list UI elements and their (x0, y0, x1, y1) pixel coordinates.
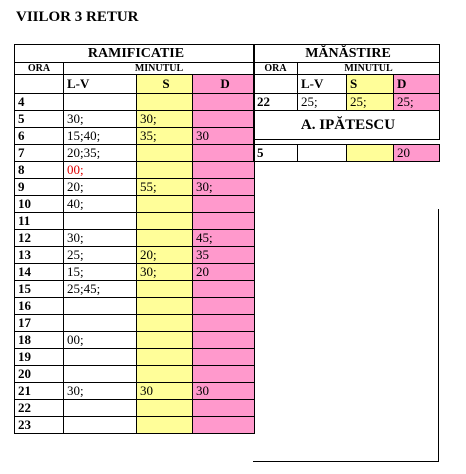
weekday-minutes (64, 400, 137, 417)
saturday-minutes (137, 94, 193, 111)
weekday-minutes: 25;45; (64, 281, 137, 298)
station-name-ipatescu: A. IPĂTESCU (254, 111, 440, 140)
timetable-row (15, 111, 255, 128)
timetable-row (15, 196, 255, 213)
sunday-minutes (193, 315, 255, 332)
hour-cell: 20 (15, 366, 64, 383)
manastire-timetable (253, 44, 440, 162)
sunday-minutes: 25; (394, 94, 440, 111)
sunday-minutes (193, 111, 255, 128)
sunday-minutes: 20 (394, 145, 440, 162)
timetable-row (15, 332, 255, 349)
hour-cell: 13 (15, 247, 64, 264)
minutul-header: MINUTUL (298, 63, 440, 75)
timetable-row (15, 298, 255, 315)
saturday-minutes (137, 349, 193, 366)
saturday-header: S (137, 75, 193, 94)
hour-cell: 15 (15, 281, 64, 298)
empty-area (253, 209, 439, 462)
hour-cell: 14 (15, 264, 64, 281)
timetable-row (15, 213, 255, 230)
timetable-row (15, 264, 255, 281)
hour-cell: 5 (15, 111, 64, 128)
saturday-minutes (137, 298, 193, 315)
saturday-minutes: 35; (137, 128, 193, 145)
saturday-minutes (137, 145, 193, 162)
sunday-header: D (193, 75, 255, 94)
sunday-minutes (193, 366, 255, 383)
sunday-minutes (193, 417, 255, 434)
weekday-minutes (64, 366, 137, 383)
hour-cell: 23 (15, 417, 64, 434)
sunday-minutes (193, 94, 255, 111)
ora-header: ORA (254, 63, 298, 75)
sunday-minutes (193, 281, 255, 298)
timetable-row (15, 247, 255, 264)
timetable-row (254, 94, 440, 111)
weekday-minutes (64, 213, 137, 230)
hour-cell: 17 (15, 315, 64, 332)
saturday-minutes (137, 281, 193, 298)
page-title: VIILOR 3 RETUR (16, 9, 139, 25)
weekday-minutes: 20; (64, 179, 137, 196)
timetable-row (15, 366, 255, 383)
hour-cell: 6 (15, 128, 64, 145)
blank-hour-cell (15, 75, 64, 94)
timetable-row (15, 128, 255, 145)
sunday-minutes (193, 400, 255, 417)
timetable-row (15, 417, 255, 434)
saturday-minutes: 30; (137, 264, 193, 281)
hour-cell: 16 (15, 298, 64, 315)
sunday-minutes: 30 (193, 128, 255, 145)
saturday-minutes: 30; (137, 111, 193, 128)
timetable-row (15, 230, 255, 247)
saturday-minutes (137, 400, 193, 417)
timetable-row (15, 349, 255, 366)
weekday-minutes (64, 94, 137, 111)
saturday-minutes (137, 162, 193, 179)
sunday-minutes (193, 298, 255, 315)
sunday-minutes (193, 332, 255, 349)
saturday-minutes (137, 230, 193, 247)
weekday-minutes: 25; (298, 94, 347, 111)
weekday-minutes: 30; (64, 230, 137, 247)
sunday-minutes (193, 349, 255, 366)
ora-header: ORA (15, 63, 64, 75)
saturday-minutes (137, 417, 193, 434)
sunday-minutes (193, 162, 255, 179)
station-name-manastire: MĂNĂSTIRE (254, 45, 440, 63)
sunday-header: D (394, 75, 440, 94)
hour-cell: 8 (15, 162, 64, 179)
timetable-row (15, 281, 255, 298)
weekday-minutes (64, 417, 137, 434)
saturday-minutes: 55; (137, 179, 193, 196)
hour-cell: 12 (15, 230, 64, 247)
weekday-minutes: 00; (64, 332, 137, 349)
weekday-minutes: 15;40; (64, 128, 137, 145)
weekday-minutes: 30; (64, 383, 137, 400)
saturday-minutes: 25; (347, 94, 394, 111)
sunday-minutes (193, 213, 255, 230)
blank-hour-cell (254, 75, 298, 94)
sunday-minutes (193, 145, 255, 162)
saturday-minutes (137, 315, 193, 332)
weekday-minutes (64, 298, 137, 315)
timetable-row (15, 145, 255, 162)
hour-cell: 22 (15, 400, 64, 417)
minutul-header: MINUTUL (64, 63, 255, 75)
saturday-minutes (137, 366, 193, 383)
weekday-minutes: 40; (64, 196, 137, 213)
saturday-minutes: 20; (137, 247, 193, 264)
sunday-minutes: 35 (193, 247, 255, 264)
timetable-row (15, 383, 255, 400)
timetable-row (15, 94, 255, 111)
sunday-minutes (193, 196, 255, 213)
weekday-minutes: 25; (64, 247, 137, 264)
timetable-row (15, 400, 255, 417)
saturday-minutes (137, 213, 193, 230)
hour-cell: 10 (15, 196, 64, 213)
timetable-row (254, 145, 440, 162)
hour-cell: 7 (15, 145, 64, 162)
sunday-minutes: 30; (193, 179, 255, 196)
hour-cell: 19 (15, 349, 64, 366)
sunday-minutes: 20 (193, 264, 255, 281)
saturday-minutes: 30 (137, 383, 193, 400)
hour-cell: 21 (15, 383, 64, 400)
weekday-minutes: 30; (64, 111, 137, 128)
ramificatie-timetable (14, 44, 255, 434)
weekday-minutes (64, 315, 137, 332)
sunday-minutes: 45; (193, 230, 255, 247)
hour-cell: 22 (254, 94, 298, 111)
weekday-minutes: 15; (64, 264, 137, 281)
timetable-row (15, 315, 255, 332)
hour-cell: 18 (15, 332, 64, 349)
hour-cell: 9 (15, 179, 64, 196)
hour-cell: 4 (15, 94, 64, 111)
sunday-minutes: 30 (193, 383, 255, 400)
timetable-row (15, 162, 255, 179)
saturday-minutes (137, 196, 193, 213)
weekday-header: L-V (298, 75, 347, 94)
weekday-minutes (64, 349, 137, 366)
saturday-minutes (347, 145, 394, 162)
saturday-header: S (347, 75, 394, 94)
weekday-minutes: 20;35; (64, 145, 137, 162)
timetable-row (15, 179, 255, 196)
weekday-header: L-V (64, 75, 137, 94)
saturday-minutes (137, 332, 193, 349)
weekday-minutes (298, 145, 347, 162)
hour-cell: 5 (254, 145, 298, 162)
weekday-minutes: 00; (64, 162, 137, 179)
station-name-ramificatie: RAMIFICATIE (15, 45, 255, 63)
hour-cell: 11 (15, 213, 64, 230)
